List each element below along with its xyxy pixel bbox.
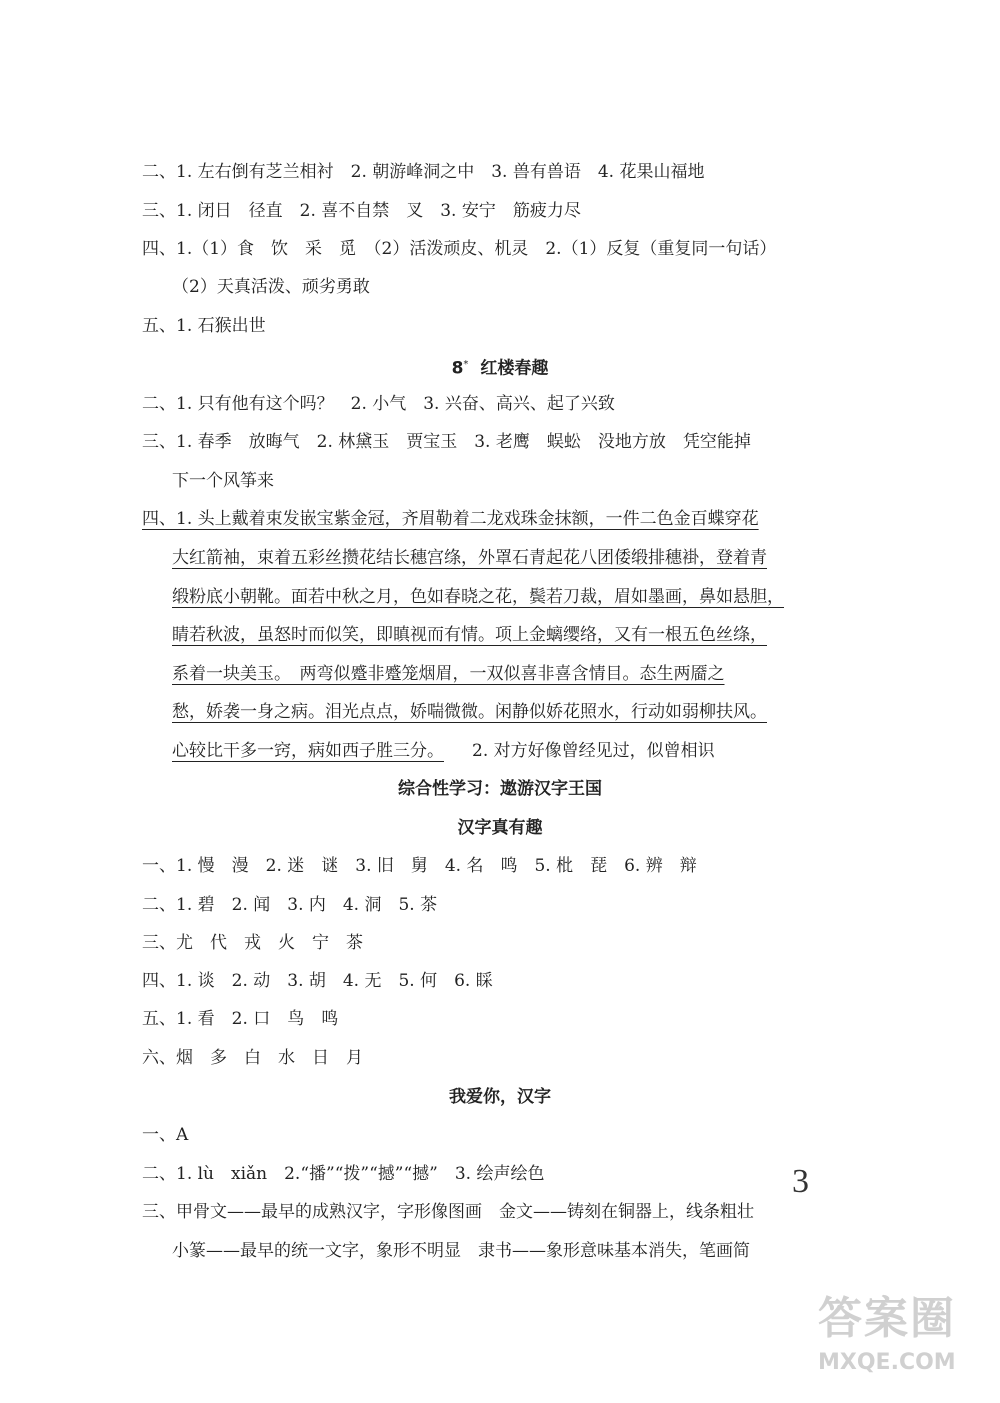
answer-line: 大红箭袖，束着五彩丝攒花结长穗宫绦，外罩石青起花八团倭缎排穗褂，登着青 (172, 548, 767, 568)
answer-line: 睛若秋波，虽怒时而似笑，即瞋视而有情。项上金螭缨络，又有一根五色丝绦， (172, 625, 767, 645)
answer-line: 五、1. 看 2. 口 鸟 鸣 (142, 1009, 339, 1029)
answer-text: 2. 对方好像曾经见过，似曾相识 (472, 741, 715, 761)
answer-line: 系着一块美玉。 两弯似蹙非蹙笼烟眉，一双似喜非喜含情目。态生两靥之 (172, 664, 725, 684)
answer-line: 二、1. 碧 2. 闻 3. 内 4. 洞 5. 茶 (142, 895, 438, 915)
watermark-logo: 答案圈 (818, 1293, 956, 1344)
subsection-title: 我爱你，汉字 (449, 1087, 551, 1107)
answer-line: 四、1. 头上戴着束发嵌宝紫金冠，齐眉勒着二龙戏珠金抹额，一件二色金百蝶穿花 (142, 509, 759, 529)
watermark-url: MXQE.COM (818, 1350, 956, 1375)
answer-line: 一、A (142, 1125, 189, 1145)
answer-line: 三、1. 春季 放晦气 2. 林黛玉 贾宝玉 3. 老鹰 蜈蚣 没地方放 凭空能掉 (142, 432, 751, 452)
subsection-title: 汉字真有趣 (457, 818, 543, 838)
answer-line: 二、1. 只有他有这个吗？ 2. 小气 3. 兴奋、高兴、起了兴致 (142, 394, 615, 414)
answer-line: 四、1. 谈 2. 动 3. 胡 4. 无 5. 何 6. 睬 (142, 971, 493, 991)
page-number: 3 (792, 1163, 809, 1200)
underlined-text: 心较比干多一窍，病如西子胜三分。 (172, 741, 444, 761)
watermark (818, 1282, 990, 1392)
answer-line: 五、1. 石猴出世 (142, 316, 266, 336)
lesson-mark: * (463, 359, 469, 370)
lesson-number: 8 (451, 358, 464, 379)
section-title: 综合性学习：遨游汉字王国 (398, 779, 602, 799)
answer-line (172, 740, 715, 762)
answer-line: 三、1. 闭日 径直 2. 喜不自禁 叉 3. 安宁 筋疲力尽 (142, 201, 581, 221)
answer-line: 二、1. lù xiǎn 2.“播”“拨”“撼”“撼” 3. 绘声绘色 (142, 1164, 545, 1184)
lesson-heading (0, 354, 1000, 380)
answer-line: 一、1. 慢 漫 2. 迷 谜 3. 旧 舅 4. 名 鸣 5. 枇 琵 6. 辨 辩 (142, 856, 697, 876)
answer-line: 愁，娇袭一身之病。泪光点点，娇喘微微。闲静似娇花照水，行动如弱柳扶风。 (172, 702, 767, 722)
lesson-title: 红楼春趣 (480, 358, 549, 379)
answer-line: （2）天真活泼、顽劣勇敢 (172, 277, 370, 297)
answer-line: 四、1.（1）食 饮 采 觅 （2）活泼顽皮、机灵 2.（1）反复（重复同一句话） (142, 239, 777, 259)
answer-line: 三、尤 代 戎 火 宁 茶 (142, 933, 363, 953)
answer-line: 二、1. 左右倒有芝兰相衬 2. 朝游峰洞之中 3. 兽有兽语 4. 花果山福地 (142, 162, 705, 182)
answer-line: 缎粉底小朝靴。面若中秋之月，色如春晓之花，鬓若刀裁，眉如墨画，鼻如悬胆， (172, 587, 784, 607)
answer-line: 六、烟 多 白 水 日 月 (142, 1048, 363, 1068)
answer-line: 下一个风筝来 (172, 471, 274, 491)
answer-line: 小篆——最早的统一文字，象形不明显 隶书——象形意味基本消失，笔画简 (172, 1241, 750, 1261)
answer-line: 三、甲骨文——最早的成熟汉字，字形像图画 金文——铸刻在铜器上，线条粗壮 (142, 1202, 754, 1222)
